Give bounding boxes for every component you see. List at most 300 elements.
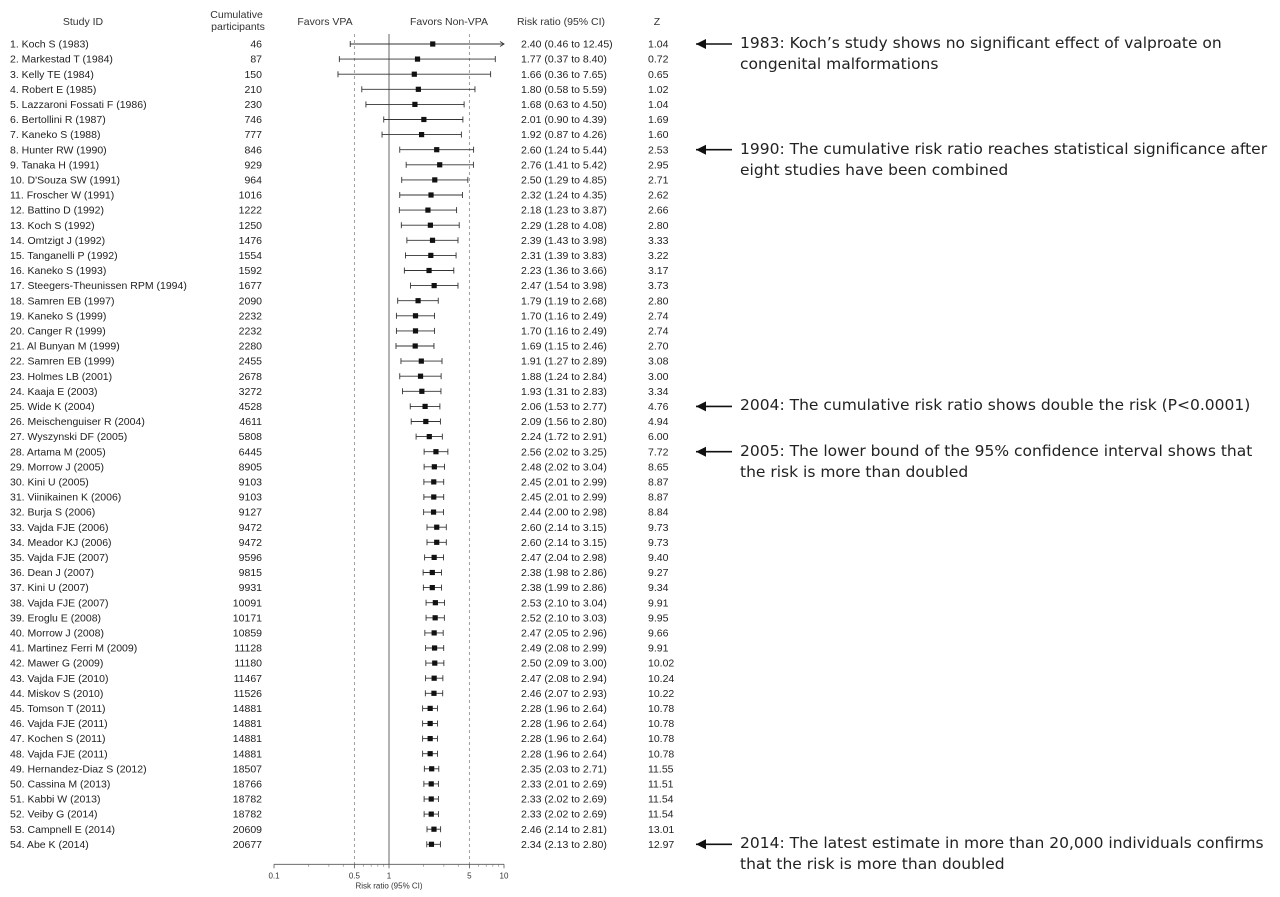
risk-ratio-ci: 2.47 (2.04 to 2.98) bbox=[521, 552, 607, 564]
reference-lines bbox=[354, 34, 469, 864]
cumulative-n: 9472 bbox=[238, 536, 262, 549]
z-value: 9.73 bbox=[648, 521, 669, 534]
cumulative-n: 9103 bbox=[238, 476, 262, 489]
study-row bbox=[10, 431, 669, 443]
risk-ratio-ci: 2.60 (1.24 to 5.44) bbox=[521, 144, 607, 157]
risk-ratio-ci: 2.60 (2.14 to 3.15) bbox=[521, 536, 607, 549]
study-label: 54. Abe K (2014) bbox=[10, 838, 89, 851]
study-row bbox=[10, 461, 669, 473]
risk-ratio-ci: 2.45 (2.01 to 2.99) bbox=[521, 491, 607, 504]
annotation-text: 1983: Koch’s study shows no significant effect of valproate on congenital malformations bbox=[740, 34, 1222, 73]
z-value: 3.17 bbox=[648, 265, 669, 278]
study-row bbox=[10, 477, 669, 489]
cumulative-n: 2678 bbox=[238, 370, 262, 383]
cumulative-n: 2280 bbox=[238, 340, 262, 353]
annotation-arrow-head bbox=[696, 447, 706, 457]
study-label: 33. Vajda FJE (2006) bbox=[10, 521, 109, 534]
risk-ratio-ci: 1.70 (1.16 to 2.49) bbox=[521, 310, 607, 323]
z-value: 1.60 bbox=[648, 129, 669, 142]
study-label: 18. Samren EB (1997) bbox=[10, 295, 115, 308]
study-row bbox=[10, 552, 669, 564]
study-row bbox=[10, 537, 669, 549]
study-row bbox=[10, 703, 674, 715]
z-value: 3.33 bbox=[648, 234, 669, 247]
cumulative-n: 14881 bbox=[232, 718, 262, 731]
study-label: 26. Meischenguiser R (2004) bbox=[10, 416, 145, 429]
point-estimate bbox=[415, 57, 420, 62]
cumulative-n: 150 bbox=[244, 68, 262, 81]
z-value: 3.34 bbox=[648, 385, 669, 398]
point-estimate bbox=[432, 464, 437, 469]
study-label: 25. Wide K (2004) bbox=[10, 401, 95, 413]
study-label: 51. Kabbi W (2013) bbox=[10, 793, 101, 806]
study-row bbox=[10, 718, 674, 730]
study-row bbox=[10, 280, 669, 292]
point-estimate bbox=[430, 41, 435, 46]
cumulative-n: 777 bbox=[244, 129, 262, 142]
z-value: 10.78 bbox=[648, 718, 675, 731]
risk-ratio-ci: 2.24 (1.72 to 2.91) bbox=[521, 431, 607, 444]
study-row bbox=[10, 295, 669, 307]
point-estimate bbox=[418, 374, 423, 379]
risk-ratio-ci: 2.38 (1.98 to 2.86) bbox=[521, 567, 607, 580]
risk-ratio-ci: 1.69 (1.15 to 2.46) bbox=[521, 340, 607, 353]
cumulative-n: 18766 bbox=[232, 778, 262, 791]
risk-ratio-ci: 1.93 (1.31 to 2.83) bbox=[521, 385, 607, 398]
risk-ratio-ci: 2.52 (2.10 to 3.03) bbox=[521, 612, 607, 625]
point-estimate bbox=[433, 600, 438, 605]
point-estimate bbox=[431, 479, 436, 484]
risk-ratio-ci: 2.45 (2.01 to 2.99) bbox=[521, 476, 607, 489]
study-label: 45. Tomson T (2011) bbox=[10, 703, 106, 715]
z-value: 10.02 bbox=[648, 657, 675, 670]
study-label: 36. Dean J (2007) bbox=[10, 567, 95, 580]
cumulative-n: 14881 bbox=[232, 733, 262, 746]
study-label: 49. Hernandez-Diaz S (2012) bbox=[10, 763, 147, 776]
risk-ratio-ci: 2.31 (1.39 to 3.83) bbox=[521, 250, 607, 262]
z-value: 11.51 bbox=[648, 778, 674, 791]
study-label: 21. Al Bunyan M (1999) bbox=[10, 340, 120, 353]
point-estimate bbox=[425, 208, 430, 213]
annotation-arrow-head bbox=[696, 145, 706, 155]
annotation-arrow-head bbox=[696, 39, 706, 49]
risk-ratio-ci: 2.28 (1.96 to 2.64) bbox=[521, 748, 607, 761]
point-estimate bbox=[428, 736, 433, 741]
cumulative-n: 230 bbox=[244, 99, 262, 111]
z-value: 3.22 bbox=[648, 250, 669, 262]
point-estimate bbox=[431, 691, 436, 696]
cumulative-n: 1016 bbox=[238, 189, 262, 202]
risk-ratio-ci: 2.46 (2.14 to 2.81) bbox=[521, 823, 607, 836]
cumulative-n: 2232 bbox=[238, 325, 262, 338]
study-label: 28. Artama M (2005) bbox=[10, 446, 106, 459]
risk-ratio-ci: 2.33 (2.02 to 2.69) bbox=[521, 808, 607, 821]
study-label: 10. D'Souza SW (1991) bbox=[10, 174, 120, 187]
study-label: 42. Mawer G (2009) bbox=[10, 657, 104, 670]
risk-ratio-ci: 1.68 (0.63 to 4.50) bbox=[521, 99, 607, 111]
point-estimate bbox=[412, 102, 417, 107]
cumulative-n: 20677 bbox=[232, 838, 262, 851]
study-label: 15. Tanganelli P (1992) bbox=[10, 250, 118, 262]
point-estimate bbox=[429, 796, 434, 801]
study-label: 35. Vajda FJE (2007) bbox=[10, 552, 109, 564]
cumulative-n: 4528 bbox=[238, 401, 262, 413]
risk-ratio-ci: 1.70 (1.16 to 2.49) bbox=[521, 325, 607, 338]
z-value: 8.87 bbox=[648, 491, 669, 504]
risk-ratio-ci: 2.06 (1.53 to 2.77) bbox=[521, 401, 607, 413]
study-label: 32. Burja S (2006) bbox=[10, 506, 96, 519]
annotation-text: 2004: The cumulative risk ratio shows double the risk (P<0.0001) bbox=[740, 396, 1251, 415]
cumulative-n: 2090 bbox=[238, 295, 262, 308]
z-value: 11.54 bbox=[648, 808, 674, 821]
header-study-id: Study ID bbox=[62, 16, 104, 28]
cumulative-n: 14881 bbox=[232, 703, 262, 715]
point-estimate bbox=[422, 404, 427, 409]
study-label: 52. Veiby G (2014) bbox=[10, 808, 98, 821]
z-value: 2.71 bbox=[648, 174, 669, 187]
z-value: 10.78 bbox=[648, 703, 675, 715]
study-label: 30. Kini U (2005) bbox=[10, 476, 89, 489]
study-row bbox=[10, 658, 674, 670]
point-estimate bbox=[429, 812, 434, 817]
point-estimate bbox=[427, 434, 432, 439]
study-row bbox=[10, 265, 669, 277]
study-row bbox=[10, 628, 669, 640]
point-estimate bbox=[433, 449, 438, 454]
study-row bbox=[10, 673, 674, 685]
cumulative-n: 210 bbox=[244, 83, 262, 96]
point-estimate bbox=[429, 781, 434, 786]
study-row bbox=[10, 190, 669, 202]
study-row bbox=[10, 733, 674, 745]
risk-ratio-ci: 2.23 (1.36 to 3.66) bbox=[521, 265, 607, 278]
risk-ratio-ci: 1.88 (1.24 to 2.84) bbox=[521, 370, 607, 383]
study-label: 23. Holmes LB (2001) bbox=[10, 370, 113, 383]
z-value: 9.66 bbox=[648, 627, 669, 640]
point-estimate bbox=[416, 87, 421, 92]
study-row bbox=[10, 39, 669, 51]
point-estimate bbox=[419, 132, 424, 137]
study-row bbox=[10, 688, 674, 700]
z-value: 10.78 bbox=[648, 748, 675, 761]
z-value: 8.84 bbox=[648, 506, 669, 519]
point-estimate bbox=[432, 676, 437, 681]
study-row bbox=[10, 446, 669, 458]
study-row bbox=[10, 597, 669, 609]
point-estimate bbox=[431, 494, 436, 499]
cumulative-n: 9127 bbox=[238, 506, 262, 519]
annotation-text: 2005: The lower bound of the 95% confidence interval shows that the risk is more than doubled bbox=[740, 441, 1253, 481]
study-row bbox=[10, 492, 669, 504]
risk-ratio-ci: 2.60 (2.14 to 3.15) bbox=[521, 521, 607, 534]
study-label: 39. Eroglu E (2008) bbox=[10, 612, 102, 625]
z-value: 3.73 bbox=[648, 280, 669, 293]
header-favors-non-vpa: Favors Non-VPA bbox=[410, 16, 488, 28]
risk-ratio-ci: 1.79 (1.19 to 2.68) bbox=[521, 295, 607, 308]
study-row bbox=[10, 824, 674, 836]
header-favors-vpa: Favors VPA bbox=[297, 16, 353, 28]
cumulative-n: 1554 bbox=[238, 250, 262, 262]
point-estimate bbox=[419, 389, 424, 394]
study-label: 14. Omtzigt J (1992) bbox=[10, 234, 106, 247]
study-label: 12. Battino D (1992) bbox=[10, 204, 104, 217]
z-value: 2.70 bbox=[648, 340, 669, 353]
study-label: 5. Lazzaroni Fossati F (1986) bbox=[10, 99, 147, 111]
header-cumulative-line1: Cumulative bbox=[210, 9, 263, 21]
point-estimate bbox=[429, 842, 434, 847]
z-value: 0.72 bbox=[648, 53, 669, 66]
x-axis-label: Risk ratio (95% CI) bbox=[355, 881, 423, 891]
z-value: 7.72 bbox=[648, 446, 669, 459]
risk-ratio-ci: 1.77 (0.37 to 8.40) bbox=[521, 53, 607, 66]
study-label: 53. Campnell E (2014) bbox=[10, 823, 116, 836]
risk-ratio-ci: 2.28 (1.96 to 2.64) bbox=[521, 733, 607, 746]
point-estimate bbox=[434, 540, 439, 545]
study-row bbox=[10, 386, 669, 398]
point-estimate bbox=[428, 192, 433, 197]
annotation-arrows bbox=[696, 39, 732, 849]
risk-ratio-ci: 2.28 (1.96 to 2.64) bbox=[521, 718, 607, 731]
study-label: 20. Canger R (1999) bbox=[10, 325, 106, 338]
point-estimate bbox=[432, 630, 437, 635]
study-label: 4. Robert E (1985) bbox=[10, 83, 97, 96]
point-estimate bbox=[432, 177, 437, 182]
z-value: 9.40 bbox=[648, 552, 669, 564]
study-row bbox=[10, 84, 669, 96]
study-label: 43. Vajda FJE (2010) bbox=[10, 672, 109, 685]
z-value: 1.04 bbox=[648, 99, 669, 111]
z-value: 4.94 bbox=[648, 416, 669, 429]
point-estimate bbox=[432, 645, 437, 650]
point-estimate bbox=[428, 706, 433, 711]
study-row bbox=[10, 371, 669, 383]
study-rows bbox=[10, 39, 674, 851]
study-row bbox=[10, 159, 669, 171]
z-value: 10.24 bbox=[648, 672, 675, 685]
study-row bbox=[10, 416, 669, 428]
z-value: 2.53 bbox=[648, 144, 669, 157]
study-label: 27. Wyszynski DF (2005) bbox=[10, 431, 128, 444]
study-row bbox=[10, 310, 669, 322]
study-label: 17. Steegers-Theunissen RPM (1994) bbox=[10, 280, 187, 293]
study-label: 3. Kelly TE (1984) bbox=[10, 68, 94, 81]
risk-ratio-ci: 2.35 (2.03 to 2.71) bbox=[521, 763, 607, 776]
risk-ratio-ci: 2.09 (1.56 to 2.80) bbox=[521, 416, 607, 429]
point-estimate bbox=[413, 328, 418, 333]
point-estimate bbox=[434, 525, 439, 530]
cumulative-n: 10859 bbox=[232, 627, 262, 640]
study-row bbox=[10, 763, 674, 775]
risk-ratio-ci: 2.47 (2.05 to 2.96) bbox=[521, 627, 607, 640]
study-row bbox=[10, 54, 669, 66]
z-value: 6.00 bbox=[648, 431, 669, 444]
z-value: 1.02 bbox=[648, 83, 669, 96]
risk-ratio-ci: 1.80 (0.58 to 5.59) bbox=[521, 83, 607, 96]
z-value: 3.00 bbox=[648, 370, 669, 383]
cumulative-n: 6445 bbox=[238, 446, 262, 459]
study-row bbox=[10, 341, 669, 353]
study-row bbox=[10, 748, 674, 760]
z-value: 11.54 bbox=[648, 793, 674, 806]
z-value: 1.69 bbox=[648, 114, 669, 127]
cumulative-n: 11467 bbox=[233, 672, 262, 685]
study-row bbox=[10, 779, 674, 791]
z-value: 2.74 bbox=[648, 310, 669, 323]
point-estimate bbox=[423, 419, 428, 424]
study-row bbox=[10, 69, 669, 81]
study-label: 41. Martinez Ferri M (2009) bbox=[10, 642, 138, 655]
annotation-text: 2014: The latest estimate in more than 20,000 individuals confirms that the risk is more than doubled bbox=[740, 834, 1264, 874]
z-value: 1.04 bbox=[648, 38, 669, 51]
cumulative-n: 10171 bbox=[232, 612, 262, 625]
cumulative-n: 18782 bbox=[232, 808, 262, 821]
cumulative-n: 1592 bbox=[238, 265, 262, 278]
header-risk-ratio: Risk ratio (95% CI) bbox=[516, 16, 606, 28]
study-label: 9. Tanaka H (1991) bbox=[10, 159, 100, 172]
point-estimate bbox=[429, 766, 434, 771]
cumulative-n: 9596 bbox=[238, 552, 262, 564]
z-value: 3.08 bbox=[648, 355, 669, 368]
annotation-arrow-head bbox=[696, 401, 706, 411]
column-headers bbox=[63, 9, 661, 33]
risk-ratio-ci: 2.18 (1.23 to 3.87) bbox=[521, 204, 607, 217]
risk-ratio-ci: 2.32 (1.24 to 4.35) bbox=[521, 189, 607, 202]
cumulative-n: 846 bbox=[244, 144, 262, 157]
point-estimate bbox=[430, 238, 435, 243]
cumulative-n: 1222 bbox=[238, 204, 262, 217]
x-tick-label: 0.5 bbox=[348, 871, 360, 881]
point-estimate bbox=[433, 615, 438, 620]
point-estimate bbox=[437, 162, 442, 167]
study-row bbox=[10, 794, 674, 806]
study-row bbox=[10, 175, 669, 187]
point-estimate bbox=[428, 223, 433, 228]
z-value: 9.27 bbox=[648, 567, 669, 580]
z-value: 2.62 bbox=[648, 189, 669, 202]
z-value: 9.95 bbox=[648, 612, 669, 625]
header-cumulative-participants bbox=[210, 9, 265, 33]
point-estimate bbox=[432, 661, 437, 666]
point-estimate bbox=[430, 570, 435, 575]
study-row bbox=[10, 235, 669, 247]
cumulative-n: 9815 bbox=[238, 567, 262, 580]
z-value: 9.91 bbox=[648, 642, 669, 655]
cumulative-n: 1250 bbox=[238, 219, 262, 232]
study-row bbox=[10, 356, 669, 368]
study-label: 7. Kaneko S (1988) bbox=[10, 129, 101, 142]
cumulative-n: 746 bbox=[244, 114, 262, 127]
risk-ratio-ci: 2.76 (1.41 to 5.42) bbox=[521, 159, 607, 172]
z-value: 2.80 bbox=[648, 295, 669, 308]
z-value: 9.73 bbox=[648, 536, 669, 549]
z-value: 2.80 bbox=[648, 219, 669, 232]
cumulative-n: 14881 bbox=[232, 748, 262, 761]
header-cumulative-line2: participants bbox=[211, 21, 265, 33]
cumulative-n: 1476 bbox=[238, 234, 262, 247]
cumulative-n: 929 bbox=[244, 159, 262, 172]
cumulative-n: 9931 bbox=[238, 582, 262, 595]
z-value: 9.34 bbox=[648, 582, 669, 595]
cumulative-n: 9103 bbox=[238, 491, 262, 504]
study-label: 48. Vajda FJE (2011) bbox=[10, 748, 108, 761]
risk-ratio-ci: 2.28 (1.96 to 2.64) bbox=[521, 703, 607, 715]
study-label: 40. Morrow J (2008) bbox=[10, 627, 104, 640]
study-row bbox=[10, 326, 669, 338]
point-estimate bbox=[428, 721, 433, 726]
point-estimate bbox=[432, 555, 437, 560]
study-label: 46. Vajda FJE (2011) bbox=[10, 718, 108, 731]
point-estimate bbox=[431, 827, 436, 832]
cumulative-n: 1677 bbox=[238, 280, 262, 293]
cumulative-n: 18782 bbox=[232, 793, 262, 806]
z-value: 2.66 bbox=[648, 204, 669, 217]
study-label: 8. Hunter RW (1990) bbox=[10, 144, 107, 157]
x-axis bbox=[268, 864, 509, 890]
study-row bbox=[10, 144, 669, 156]
cumulative-n: 11526 bbox=[233, 687, 262, 700]
study-row bbox=[10, 114, 669, 126]
z-value: 10.78 bbox=[648, 733, 675, 746]
study-row bbox=[10, 567, 669, 579]
study-row bbox=[10, 582, 669, 594]
risk-ratio-ci: 2.53 (2.10 to 3.04) bbox=[521, 597, 607, 610]
study-label: 22. Samren EB (1999) bbox=[10, 355, 115, 368]
risk-ratio-ci: 1.66 (0.36 to 7.65) bbox=[521, 68, 607, 81]
risk-ratio-ci: 1.91 (1.27 to 2.89) bbox=[521, 355, 607, 368]
point-estimate bbox=[412, 72, 417, 77]
annotation-text: 1990: The cumulative risk ratio reaches statistical significance after eight studies have been combined bbox=[740, 139, 1268, 179]
study-label: 6. Bertollini R (1987) bbox=[10, 114, 106, 127]
risk-ratio-ci: 2.47 (1.54 to 3.98) bbox=[521, 280, 607, 293]
risk-ratio-ci: 1.92 (0.87 to 4.26) bbox=[521, 129, 607, 142]
cumulative-n: 8905 bbox=[238, 461, 262, 474]
study-row bbox=[10, 220, 669, 232]
point-estimate bbox=[426, 268, 431, 273]
z-value: 0.65 bbox=[648, 68, 669, 81]
cumulative-n: 2455 bbox=[238, 355, 262, 368]
point-estimate bbox=[415, 298, 420, 303]
z-value: 2.74 bbox=[648, 325, 669, 338]
risk-ratio-ci: 2.44 (2.00 to 2.98) bbox=[521, 506, 607, 519]
study-label: 1. Koch S (1983) bbox=[10, 38, 89, 51]
study-label: 50. Cassina M (2013) bbox=[10, 778, 111, 791]
risk-ratio-ci: 2.01 (0.90 to 4.39) bbox=[521, 114, 607, 127]
cumulative-n: 5808 bbox=[238, 431, 262, 444]
study-label: 2. Markestad T (1984) bbox=[10, 53, 113, 66]
z-value: 4.76 bbox=[648, 401, 669, 413]
study-row bbox=[10, 401, 669, 413]
cumulative-n: 4611 bbox=[239, 416, 262, 429]
risk-ratio-ci: 2.39 (1.43 to 3.98) bbox=[521, 234, 607, 247]
study-row bbox=[10, 643, 669, 655]
risk-ratio-ci: 2.50 (2.09 to 3.00) bbox=[521, 657, 607, 670]
risk-ratio-ci: 2.46 (2.07 to 2.93) bbox=[521, 687, 607, 700]
risk-ratio-ci: 2.56 (2.02 to 3.25) bbox=[521, 446, 607, 459]
annotation-arrow-head bbox=[696, 839, 706, 849]
x-tick-label: 0.1 bbox=[268, 871, 280, 881]
point-estimate bbox=[434, 147, 439, 152]
cumulative-n: 10091 bbox=[232, 597, 262, 610]
cumulative-n: 3272 bbox=[238, 385, 262, 398]
z-value: 12.97 bbox=[648, 838, 675, 851]
study-label: 24. Kaaja E (2003) bbox=[10, 385, 98, 398]
z-value: 13.01 bbox=[648, 823, 675, 836]
study-row bbox=[10, 809, 674, 821]
study-label: 19. Kaneko S (1999) bbox=[10, 310, 107, 323]
point-estimate bbox=[413, 313, 418, 318]
point-estimate bbox=[421, 117, 426, 122]
study-row bbox=[10, 507, 669, 519]
